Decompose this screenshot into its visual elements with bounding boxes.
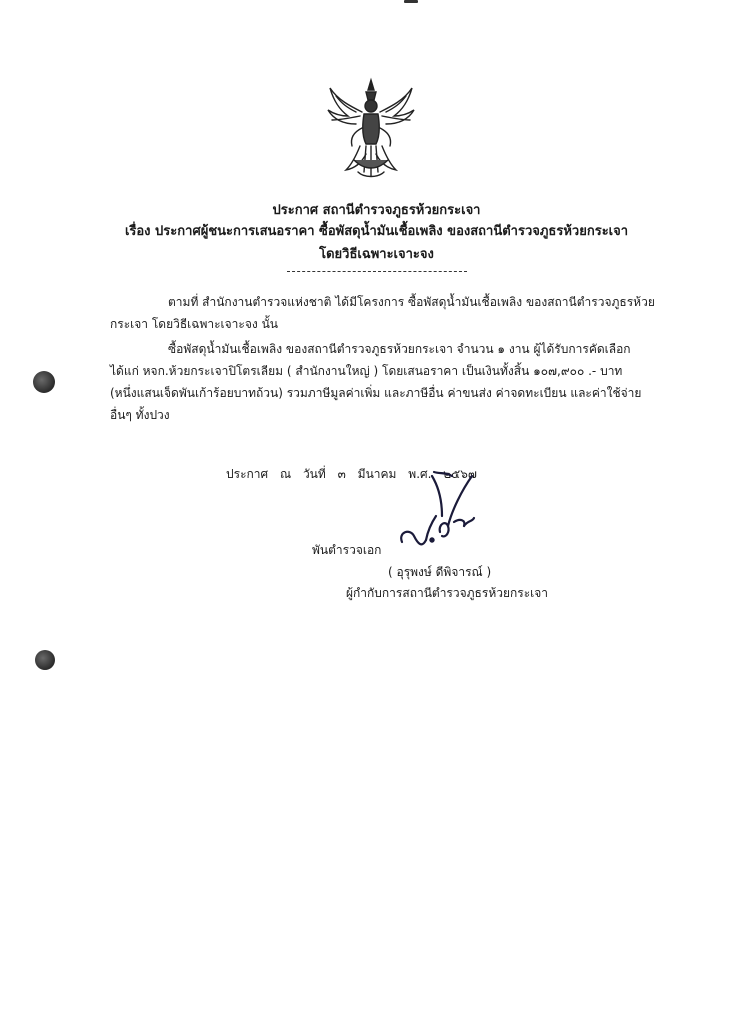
announcement-title: ประกาศ สถานีตำรวจภูธรห้วยกระเจา [272, 203, 481, 218]
punch-hole [33, 371, 55, 393]
title-divider [287, 271, 467, 272]
date-day: ๓ [337, 467, 346, 481]
handwritten-signature [392, 470, 484, 560]
date-year: ๒๕๖๗ [443, 467, 477, 481]
garuda-emblem-icon [322, 76, 420, 182]
paragraph-line: ได้แก่ หจก.ห้วยกระเจาปิโตรเลียม ( สำนักงานใหญ่ ) โดยเสนอราคา เป็นเงินทั้งสิ้น ๑๐๗,๙๐๐ .- บาท [110, 364, 623, 378]
body-paragraph-1 [110, 291, 655, 335]
date-day-label: วันที่ [302, 467, 326, 481]
punch-hole [35, 650, 55, 670]
paragraph-line: ตามที่ สำนักงานตำรวจแห่งชาติ ได้มีโครงการ ซื้อพัสดุน้ำมันเชื้อเพลิง ของสถานีตำรวจภูธรห้วย [168, 295, 655, 309]
paragraph-line: ซื้อพัสดุน้ำมันเชื้อเพลิง ของสถานีตำรวจภูธรห้วยกระเจา จำนวน ๑ งาน ผู้ได้รับการคัดเลือก [168, 342, 631, 356]
signatory-name: ( อุรุพงษ์ ดีพิจารณ์ ) [388, 565, 492, 579]
announcement-subject: เรื่อง ประกาศผู้ชนะการเสนอราคา ซื้อพัสดุน้ำมันเชื้อเพลิง ของสถานีตำรวจภูธรห้วยกระเจา [124, 224, 629, 239]
date-prefix: ประกาศ [226, 467, 269, 481]
paragraph-line: อื่นๆ ทั้งปวง [110, 408, 170, 422]
signatory-rank: พันตำรวจเอก [312, 543, 382, 557]
body-paragraph-2 [110, 338, 655, 426]
signatory-position: ผู้กำกับการสถานีตำรวจภูธรห้วยกระเจา [346, 586, 549, 600]
date-at: ณ [279, 467, 292, 481]
paragraph-line: กระเจา โดยวิธีเฉพาะเจาะจง นั้น [110, 317, 278, 331]
procurement-method: โดยวิธีเฉพาะเจาะจง [319, 247, 434, 262]
paragraph-line: (หนึ่งแสนเจ็ดพันเก้าร้อยบาทถ้วน) รวมภาษีมูลค่าเพิ่ม และภาษีอื่น ค่าขนส่ง ค่าจดทะเบียน และค่าใช้จ่าย [110, 386, 642, 400]
scan-mark [404, 0, 418, 3]
date-era: พ.ศ. [408, 467, 432, 481]
date-month: มีนาคม [357, 467, 397, 481]
